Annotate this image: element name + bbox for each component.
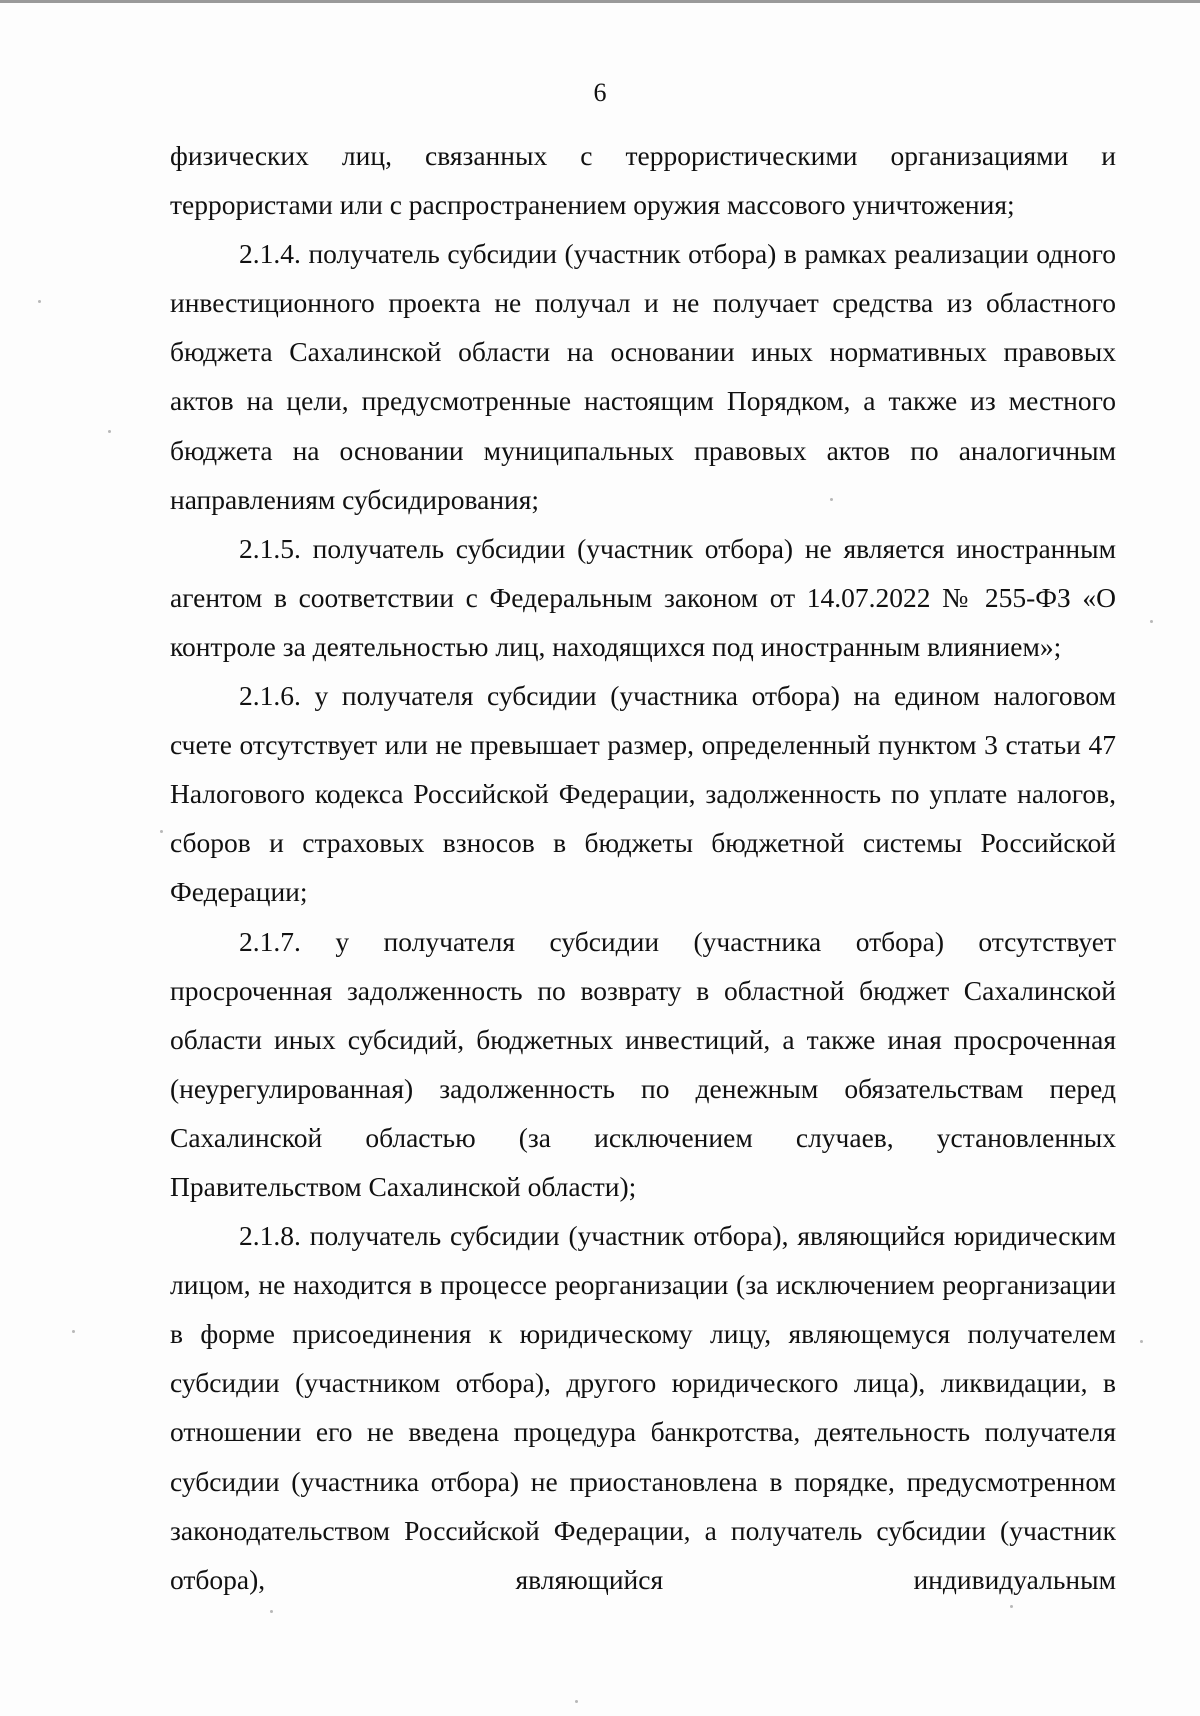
scan-speck bbox=[72, 1330, 75, 1333]
scan-speck bbox=[575, 1700, 578, 1703]
scan-speck bbox=[1150, 620, 1153, 623]
scan-speck bbox=[1140, 1340, 1143, 1343]
scan-speck bbox=[108, 430, 111, 433]
scan-speck bbox=[1010, 1605, 1013, 1608]
scan-top-edge bbox=[0, 0, 1200, 3]
paragraph-2-1-5: 2.1.5. получатель субсидии (участник отбора) не является иностранным агентом в соответствии с Федеральным законом от 14.07.2022 № 255-ФЗ «О контроле за деятельностью лиц, находящихся под иностранным влиянием»; bbox=[170, 532, 1116, 662]
paragraph-2-1-4: 2.1.4. получатель субсидии (участник отбора) в рамках реализации одного инвестиционного проекта не получал и не получает средства из областного бюджета Сахалинской области на основании иных нормативных правовых актов на цели, предусмотренные настоящим Порядком, а также из местного бюджета на основании муниципальных правовых актов по аналогичным направлениям субсидирования; bbox=[170, 238, 1116, 515]
scan-speck bbox=[160, 830, 163, 833]
paragraph-2-1-8: 2.1.8. получатель субсидии (участник отбора), являющийся юридическим лицом, не находится в процессе реорганизации (за исключением реорганизации в форме присоединения к юридическому лицу, являющемуся получателем субсидии (участником отбора), другого юридического лица), ликвидации, в отношении его не введена процедура банкротства, деятельность получателя субсидии (участника отбора) не приостановлена в порядке, предусмотренном законодательством Российской Федерации, а получатель субсидии (участник отбора), являющийся индивидуальным bbox=[170, 1220, 1116, 1595]
scan-speck bbox=[38, 300, 41, 303]
paragraph-2-1-6: 2.1.6. у получателя субсидии (участника отбора) на едином налоговом счете отсутствует или не превышает размер, определенный пунктом 3 статьи 47 Налогового кодекса Российской Федерации, задолженность по уплате налогов, сборов и страховых взносов в бюджеты бюджетной системы Российской Федерации; bbox=[170, 680, 1116, 908]
document-body bbox=[170, 131, 1116, 1604]
paragraph-continuation: физических лиц, связанных с террористическими организациями и террористами или с распространением оружия массового уничтожения; bbox=[170, 140, 1116, 221]
scan-speck bbox=[270, 1610, 273, 1613]
page-number: 6 bbox=[593, 78, 607, 107]
paragraph-2-1-7: 2.1.7. у получателя субсидии (участника отбора) отсутствует просроченная задолженность по возврату в областной бюджет Сахалинской области иных субсидий, бюджетных инвестиций, а также иная просроченная (неурегулированная) задолженность по денежным обязательствам перед Сахалинской областью (за исключением случаев, установленных Правительством Сахалинской области); bbox=[170, 925, 1116, 1202]
scan-speck bbox=[830, 498, 833, 501]
